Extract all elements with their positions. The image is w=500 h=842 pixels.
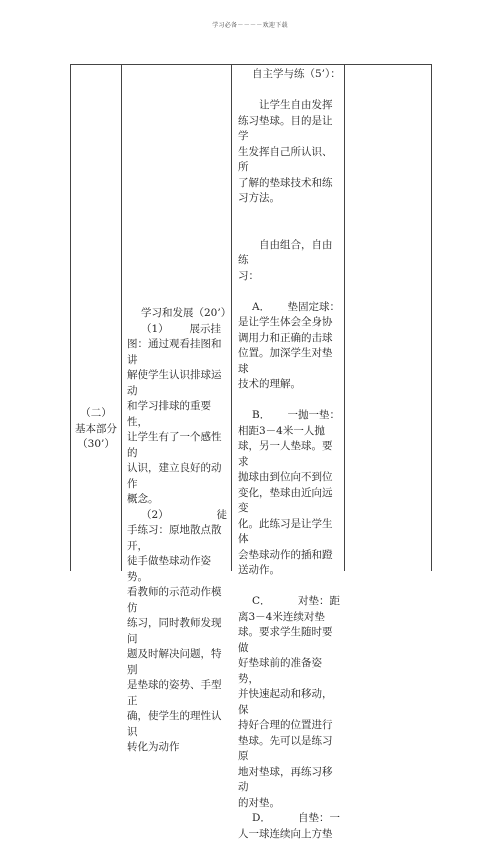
p1-line: 生发挥自己所认识、所 [238,145,342,176]
spacer [238,284,342,300]
p1-line: 了解的垫球技术和练 [238,176,342,192]
item-c-line: 离3－4米连续对垫 [238,610,342,626]
item2-line: 是垫球的姿势、手型正 [127,678,229,709]
p1-line: 习方法。 [238,191,342,207]
item2-line: 手练习：原地散点散开， [127,523,229,554]
item-b-heading [238,408,342,424]
item-c-label: C． [238,594,271,610]
item2-line: 转化为动作 [127,740,229,756]
item-c-line: 持好合理的位置进行 [238,718,342,734]
item-c-head: 对垫：距 [298,594,342,610]
item2-heading [127,508,229,524]
item-b-line: 化。此练习是让学生体 [238,517,342,548]
spacer [238,393,342,409]
column-divider [344,65,345,571]
item-c-line: 垫球。先可以是练习原 [238,734,342,765]
section-label-line: 基本部分 [71,422,121,438]
self-practice-title: 自主学与练（5’）： [238,67,342,83]
learning-title: 学习和发展（20’） [127,306,229,322]
item1-heading [127,322,229,338]
item-d-label: D． [238,811,271,827]
page-header: 学习必备－－－－欢迎下载 [0,20,500,29]
item2-line: 确，使学生的理性认识 [127,709,229,740]
item-c-heading [238,594,342,610]
spacer [238,207,342,238]
item-b-line: 变化，垫球由近向远变 [238,486,342,517]
item-b-label: B． [238,408,270,424]
p2-line: 自由组合，自由练 [238,238,342,269]
learning-development-cell [127,306,229,756]
item1-line: 图：通过观看挂图和讲 [127,337,229,368]
p2-line: 习： [238,269,342,285]
item1-line: 解使学生认识排球运动 [127,368,229,399]
item-c-line: 并快速起动和移动，保 [238,687,342,718]
item-b-head: 一抛一垫： [288,408,343,424]
item2-line: 题及时解决问题，特别 [127,647,229,678]
p1-line: 练习垫球。目的是让学 [238,114,342,145]
item-a-line: 调用力和正确的击球 [238,331,342,347]
item2-line: 练习，同时教师发现问 [127,616,229,647]
section-label-line: （二） [71,406,121,422]
item-d-heading [238,811,342,827]
self-practice-cell [238,67,342,842]
item1-head: 展示挂 [190,322,230,338]
item-b-line: 相距3－4米一人抛 [238,424,342,440]
item-b-line: 会垫球动作的插和蹬 [238,548,342,564]
item-a-line: 位置。加深学生对垫球 [238,346,342,377]
item1-line: 概念。 [127,492,229,508]
item-c-line: 球。要求学生随时要做 [238,625,342,656]
spacer [238,579,342,595]
section-label-line: （30’） [71,437,121,453]
item-b-line: 送动作。 [238,563,342,579]
item-a-label: A． [238,300,270,316]
section-label [71,406,121,453]
item-a-line: 技术的理解。 [238,377,342,393]
item-a-line: 是让学生体会全身协 [238,315,342,331]
item1-line: 和学习排球的重要性， [127,399,229,430]
item2-line: 徒手做垫球动作姿势。 [127,554,229,585]
item-c-line: 的对垫。 [238,796,342,812]
item-a-head: 垫固定球： [288,300,343,316]
item1-line: 认识，建立良好的动作 [127,461,229,492]
item-c-line: 地对垫球，再练习移动 [238,765,342,796]
item2-line: 看教师的示范动作模仿 [127,585,229,616]
item-b-line: 球，另一人垫球。要求 [238,439,342,470]
item-a-heading [238,300,342,316]
item2-number: （2） [127,508,169,524]
item-d-line: 人一球连续向上方垫 [238,827,342,842]
item1-line: 让学生有了一个感性的 [127,430,229,461]
p1-line: 让学生自由发挥 [238,98,342,114]
lesson-table [70,64,432,571]
item1-number: （1） [127,322,169,338]
item-b-line: 抛球由到位向不到位 [238,470,342,486]
item-c-line: 好垫球前的准备姿势， [238,656,342,687]
item-d-head: 自垫：一 [298,811,342,827]
spacer [238,83,342,99]
column-divider [121,65,122,571]
item2-head: 徒 [217,508,230,524]
